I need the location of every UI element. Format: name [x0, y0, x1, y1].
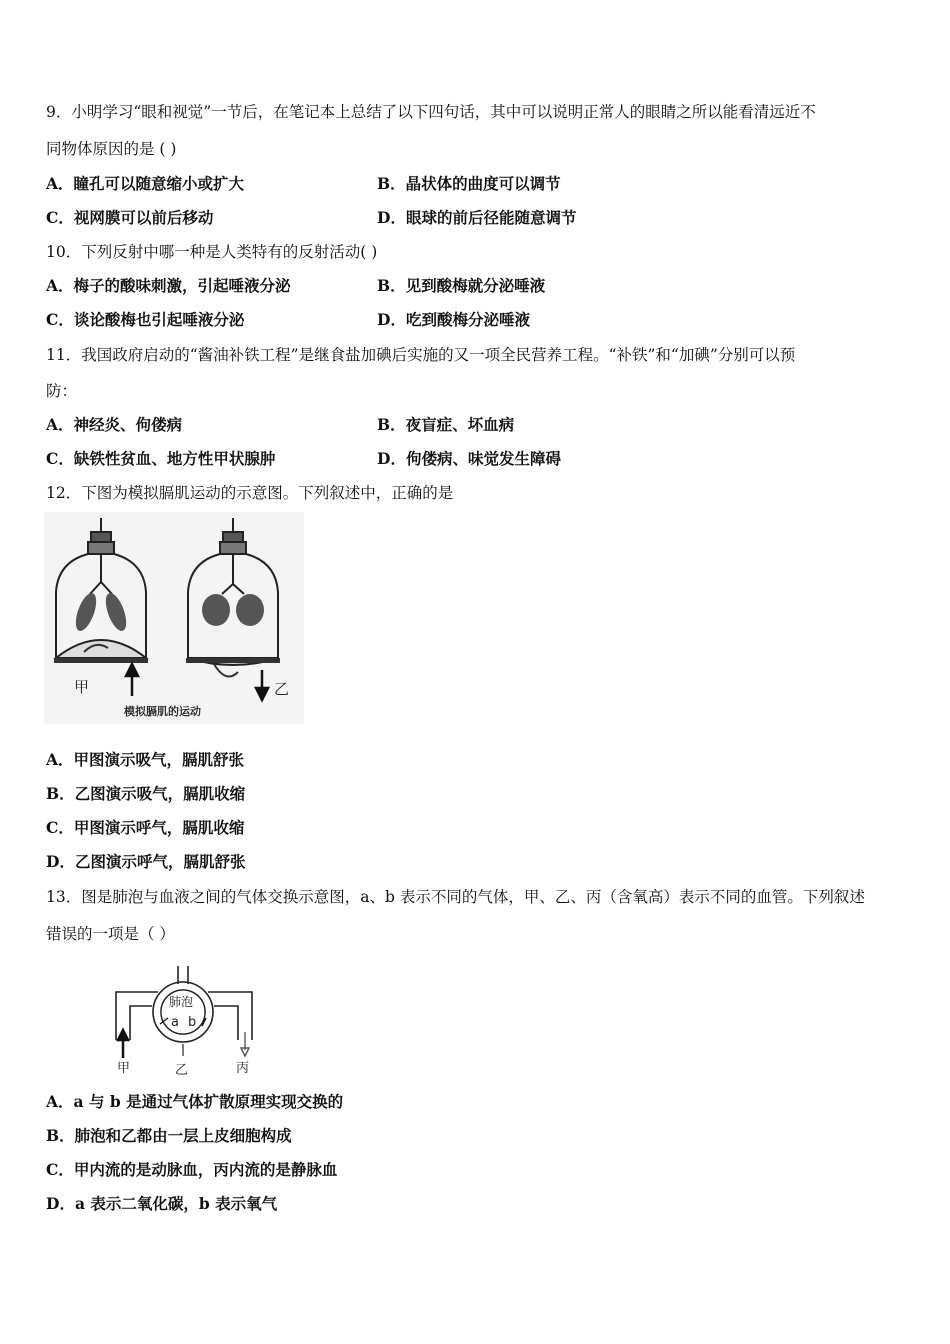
q11-stem-line1: 11．我国政府启动的“酱油补铁工程”是继食盐加碘后实施的又一项全民营养工程。“补铁”和“加碘”分别可以预	[46, 346, 796, 364]
q13-option-b: B．肺泡和乙都由一层上皮细胞构成	[46, 1126, 292, 1145]
q10-option-c: C．谈论酸梅也引起唾液分泌	[46, 310, 245, 329]
q11-option-c: C．缺铁性贫血、地方性甲状腺肿	[46, 449, 276, 468]
vessel-yi-label: 乙	[175, 1063, 189, 1076]
q13-stem-line1: 13．图是肺泡与血液之间的气体交换示意图，a、b 表示不同的气体，甲、乙、丙（含氧高）表示不同的血管。下列叙述	[46, 888, 865, 906]
q13-option-c: C．甲内流的是动脉血，丙内流的是静脉血	[46, 1160, 338, 1179]
gas-a-label: a	[171, 1015, 179, 1030]
q12-option-c: C．甲图演示呼气，膈肌收缩	[46, 818, 245, 837]
q11-option-d: D．佝偻病、味觉发生障碍	[377, 449, 561, 468]
q10-stem: 10．下列反射中哪一种是人类特有的反射活动( )	[46, 243, 378, 261]
vessel-jia-label: 甲	[117, 1061, 131, 1076]
q10-option-d: D．吃到酸梅分泌唾液	[377, 310, 530, 329]
q9-stem-line2: 同物体原因的是 ( )	[46, 140, 177, 158]
q11-stem-line2: 防：	[46, 382, 78, 400]
diaphragm-model-figure	[44, 512, 304, 724]
q10-option-b: B．见到酸梅就分泌唾液	[377, 276, 546, 295]
vessel-bing-label: 丙	[236, 1061, 250, 1076]
gas-b-label: b	[188, 1015, 197, 1030]
figure-caption: 模拟膈肌的运动	[124, 705, 201, 718]
label-jia: 甲	[74, 678, 90, 696]
q9-option-b: B．晶状体的曲度可以调节	[377, 174, 561, 193]
label-yi: 乙	[274, 680, 290, 698]
q9-option-a: A．瞳孔可以随意缩小或扩大	[46, 174, 245, 193]
lung-right-inflated	[236, 594, 264, 626]
q9-option-c: C．视网膜可以前后移动	[46, 208, 214, 227]
q13-stem-line2: 错误的一项是（ ）	[46, 925, 175, 943]
q9-option-d: D．眼球的前后径能随意调节	[377, 208, 577, 227]
q12-stem: 12．下图为模拟膈肌运动的示意图。下列叙述中，正确的是	[46, 484, 454, 502]
lung-left-inflated	[202, 594, 230, 626]
alveolus-gas-exchange-figure	[108, 964, 258, 1076]
q12-option-d: D．乙图演示呼气，膈肌舒张	[46, 852, 246, 871]
q12-option-b: B．乙图演示吸气，膈肌收缩	[46, 784, 246, 803]
q11-option-a: A．神经炎、佝偻病	[46, 415, 183, 434]
alveolus-label: 肺泡	[169, 995, 194, 1009]
q9-stem-line1: 9．小明学习“眼和视觉”一节后，在笔记本上总结了以下四句话，其中可以说明正常人的眼睛之所以能看清远近不	[46, 103, 816, 121]
q13-option-d: D．a 表示二氧化碳，b 表示氧气	[46, 1194, 278, 1213]
q13-option-a: A．a 与 b 是通过气体扩散原理实现交换的	[46, 1092, 344, 1111]
q11-option-b: B．夜盲症、坏血病	[377, 415, 515, 434]
q10-option-a: A．梅子的酸味刺激，引起唾液分泌	[46, 276, 291, 295]
q12-option-a: A．甲图演示吸气，膈肌舒张	[46, 750, 245, 769]
